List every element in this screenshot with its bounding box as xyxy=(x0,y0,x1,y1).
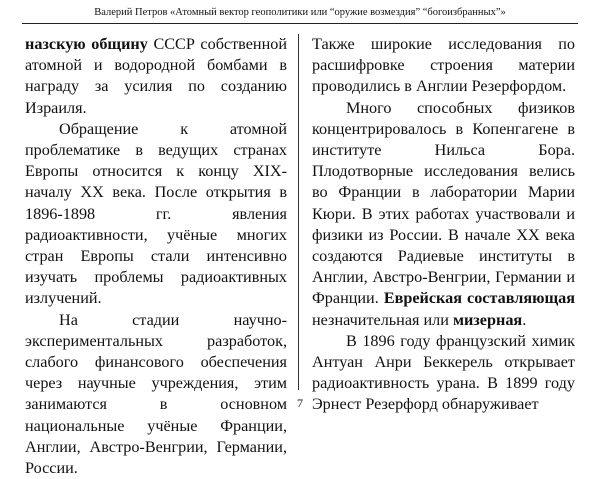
right-paragraph-3: В 1896 году французский химик Антуан Анри Беккерель открывает радиоактивность урана. В 1899 году Эрнест Резерфорд обнаруживает xyxy=(312,331,575,414)
bold-phrase-meager: мизерная xyxy=(452,310,523,329)
left-column xyxy=(25,34,287,479)
left-paragraph-2: Обращение к атомной проблематике в ведущих странах Европы относится к концу XIX- началу XX века. После открытия в 1896-1898 гг. явления радиоактивности, учёные многих стран Европы стали интенсивно изучать проблемы радиоактивных излучений. xyxy=(25,119,287,308)
right-column xyxy=(312,34,575,416)
left-paragraph-1 xyxy=(25,34,287,119)
right-paragraph-1: Также широкие исследования по расшифровке строения материи проводились в Англии Резерфордом. xyxy=(312,35,575,96)
right-paragraph-2-start: Много способных физиков концентрировалось в Копенгагене в институте Нильса Бора. Плодотворные исследования велись во Франции в лаборатории Марии Кюри. В этих работах участвовали и физики из России. В начале XX века создаются Радиевые институты в Англии, Австро-Венгрии, Германии и Франции. xyxy=(312,98,575,308)
bold-phrase-jewish-component: Еврейская составляющая xyxy=(383,289,575,308)
running-header: Валерий Петров «Атомный вектор геополитики или “оружие возмездия” “богоизбранных”» xyxy=(22,6,578,24)
column-divider xyxy=(298,34,299,390)
right-paragraph-2-middle: незначительная или xyxy=(312,310,453,329)
left-paragraph-3-first-line: На стадии научно- xyxy=(59,310,287,329)
right-paragraph-2 xyxy=(312,98,575,331)
bold-phrase: назскую общину xyxy=(25,35,148,53)
right-paragraph-2-end: . xyxy=(522,310,527,329)
left-paragraph-1-text: СССР собственной атомной и водородной бомбами в награду за усилия по созданию Израиля. xyxy=(25,35,287,117)
page-number: 7 xyxy=(297,396,303,410)
left-paragraph-3-rest: экспериментальных разработок, слабого финансового обеспечения через научные учреждения, этим занимаются в основном национальные учёные Франции, Англии, Австро-Венгрии, Германии, России. xyxy=(25,331,287,478)
